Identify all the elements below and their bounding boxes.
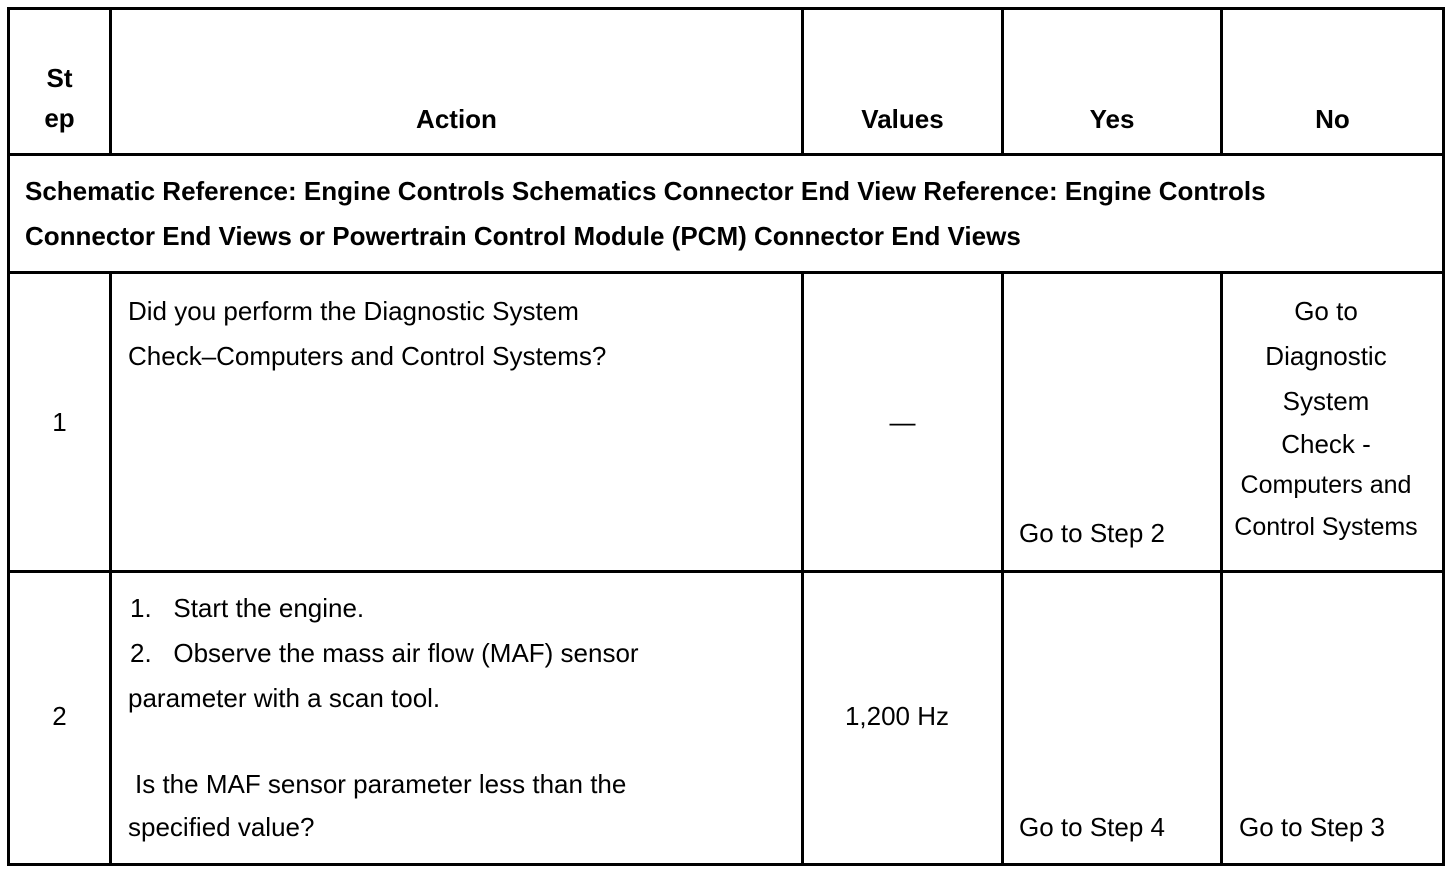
row2-action-line1: 1. Start the engine. xyxy=(130,593,365,623)
row2-no: Go to Step 3 xyxy=(1239,812,1385,842)
col-sep-action-body xyxy=(801,271,804,866)
row1-step: 1 xyxy=(52,407,67,437)
row2-step: 2 xyxy=(52,701,67,731)
row1-no-line5: Computers and xyxy=(1240,471,1412,499)
header-action: Action xyxy=(416,104,497,134)
row1-no xyxy=(1223,289,1429,548)
row2-action-line4: Is the MAF sensor parameter less than the xyxy=(135,769,627,799)
header-yes: Yes xyxy=(1089,104,1135,134)
row1-no-line2: Diagnostic xyxy=(1265,341,1387,371)
header-divider xyxy=(8,153,1445,156)
row1-no-line4: Check - xyxy=(1281,429,1371,459)
header-values: Values xyxy=(861,104,944,134)
table-border-bottom xyxy=(8,863,1445,866)
row1-values: — xyxy=(889,407,916,437)
col-sep-step-body xyxy=(109,271,112,866)
row2-values: 1,200 Hz xyxy=(844,701,950,731)
schematic-reference-line2: Connector End Views or Powertrain Control Module (PCM) Connector End Views xyxy=(25,221,1021,251)
table-border-right xyxy=(1442,7,1445,866)
row2-action-line3: parameter with a scan tool. xyxy=(128,683,441,713)
col-sep-values-body xyxy=(1001,271,1004,866)
row1-yes: Go to Step 2 xyxy=(1019,518,1165,548)
reference-divider xyxy=(8,271,1445,274)
row1-no-line6: Control Systems xyxy=(1234,513,1418,541)
header-step-line1: St xyxy=(46,63,73,93)
row2-action-line5: specified value? xyxy=(128,812,315,842)
header-step xyxy=(10,58,109,138)
header-no: No xyxy=(1315,104,1350,134)
row1-no-line3: System xyxy=(1282,386,1370,416)
row1-action-line1: Did you perform the Diagnostic System xyxy=(128,296,579,326)
row1-action-line2: Check–Computers and Control Systems? xyxy=(128,341,607,371)
row2-action-line2: 2. Observe the mass air flow (MAF) sensor xyxy=(130,638,639,668)
table-border-top xyxy=(8,7,1445,10)
row2-yes: Go to Step 4 xyxy=(1019,812,1165,842)
schematic-reference-line1: Schematic Reference: Engine Controls Schematics Connector End View Reference: Engine Controls xyxy=(25,176,1266,206)
header-step-line2: ep xyxy=(44,103,75,133)
row1-no-line1: Go to xyxy=(1294,296,1358,326)
row1-divider xyxy=(8,570,1445,573)
